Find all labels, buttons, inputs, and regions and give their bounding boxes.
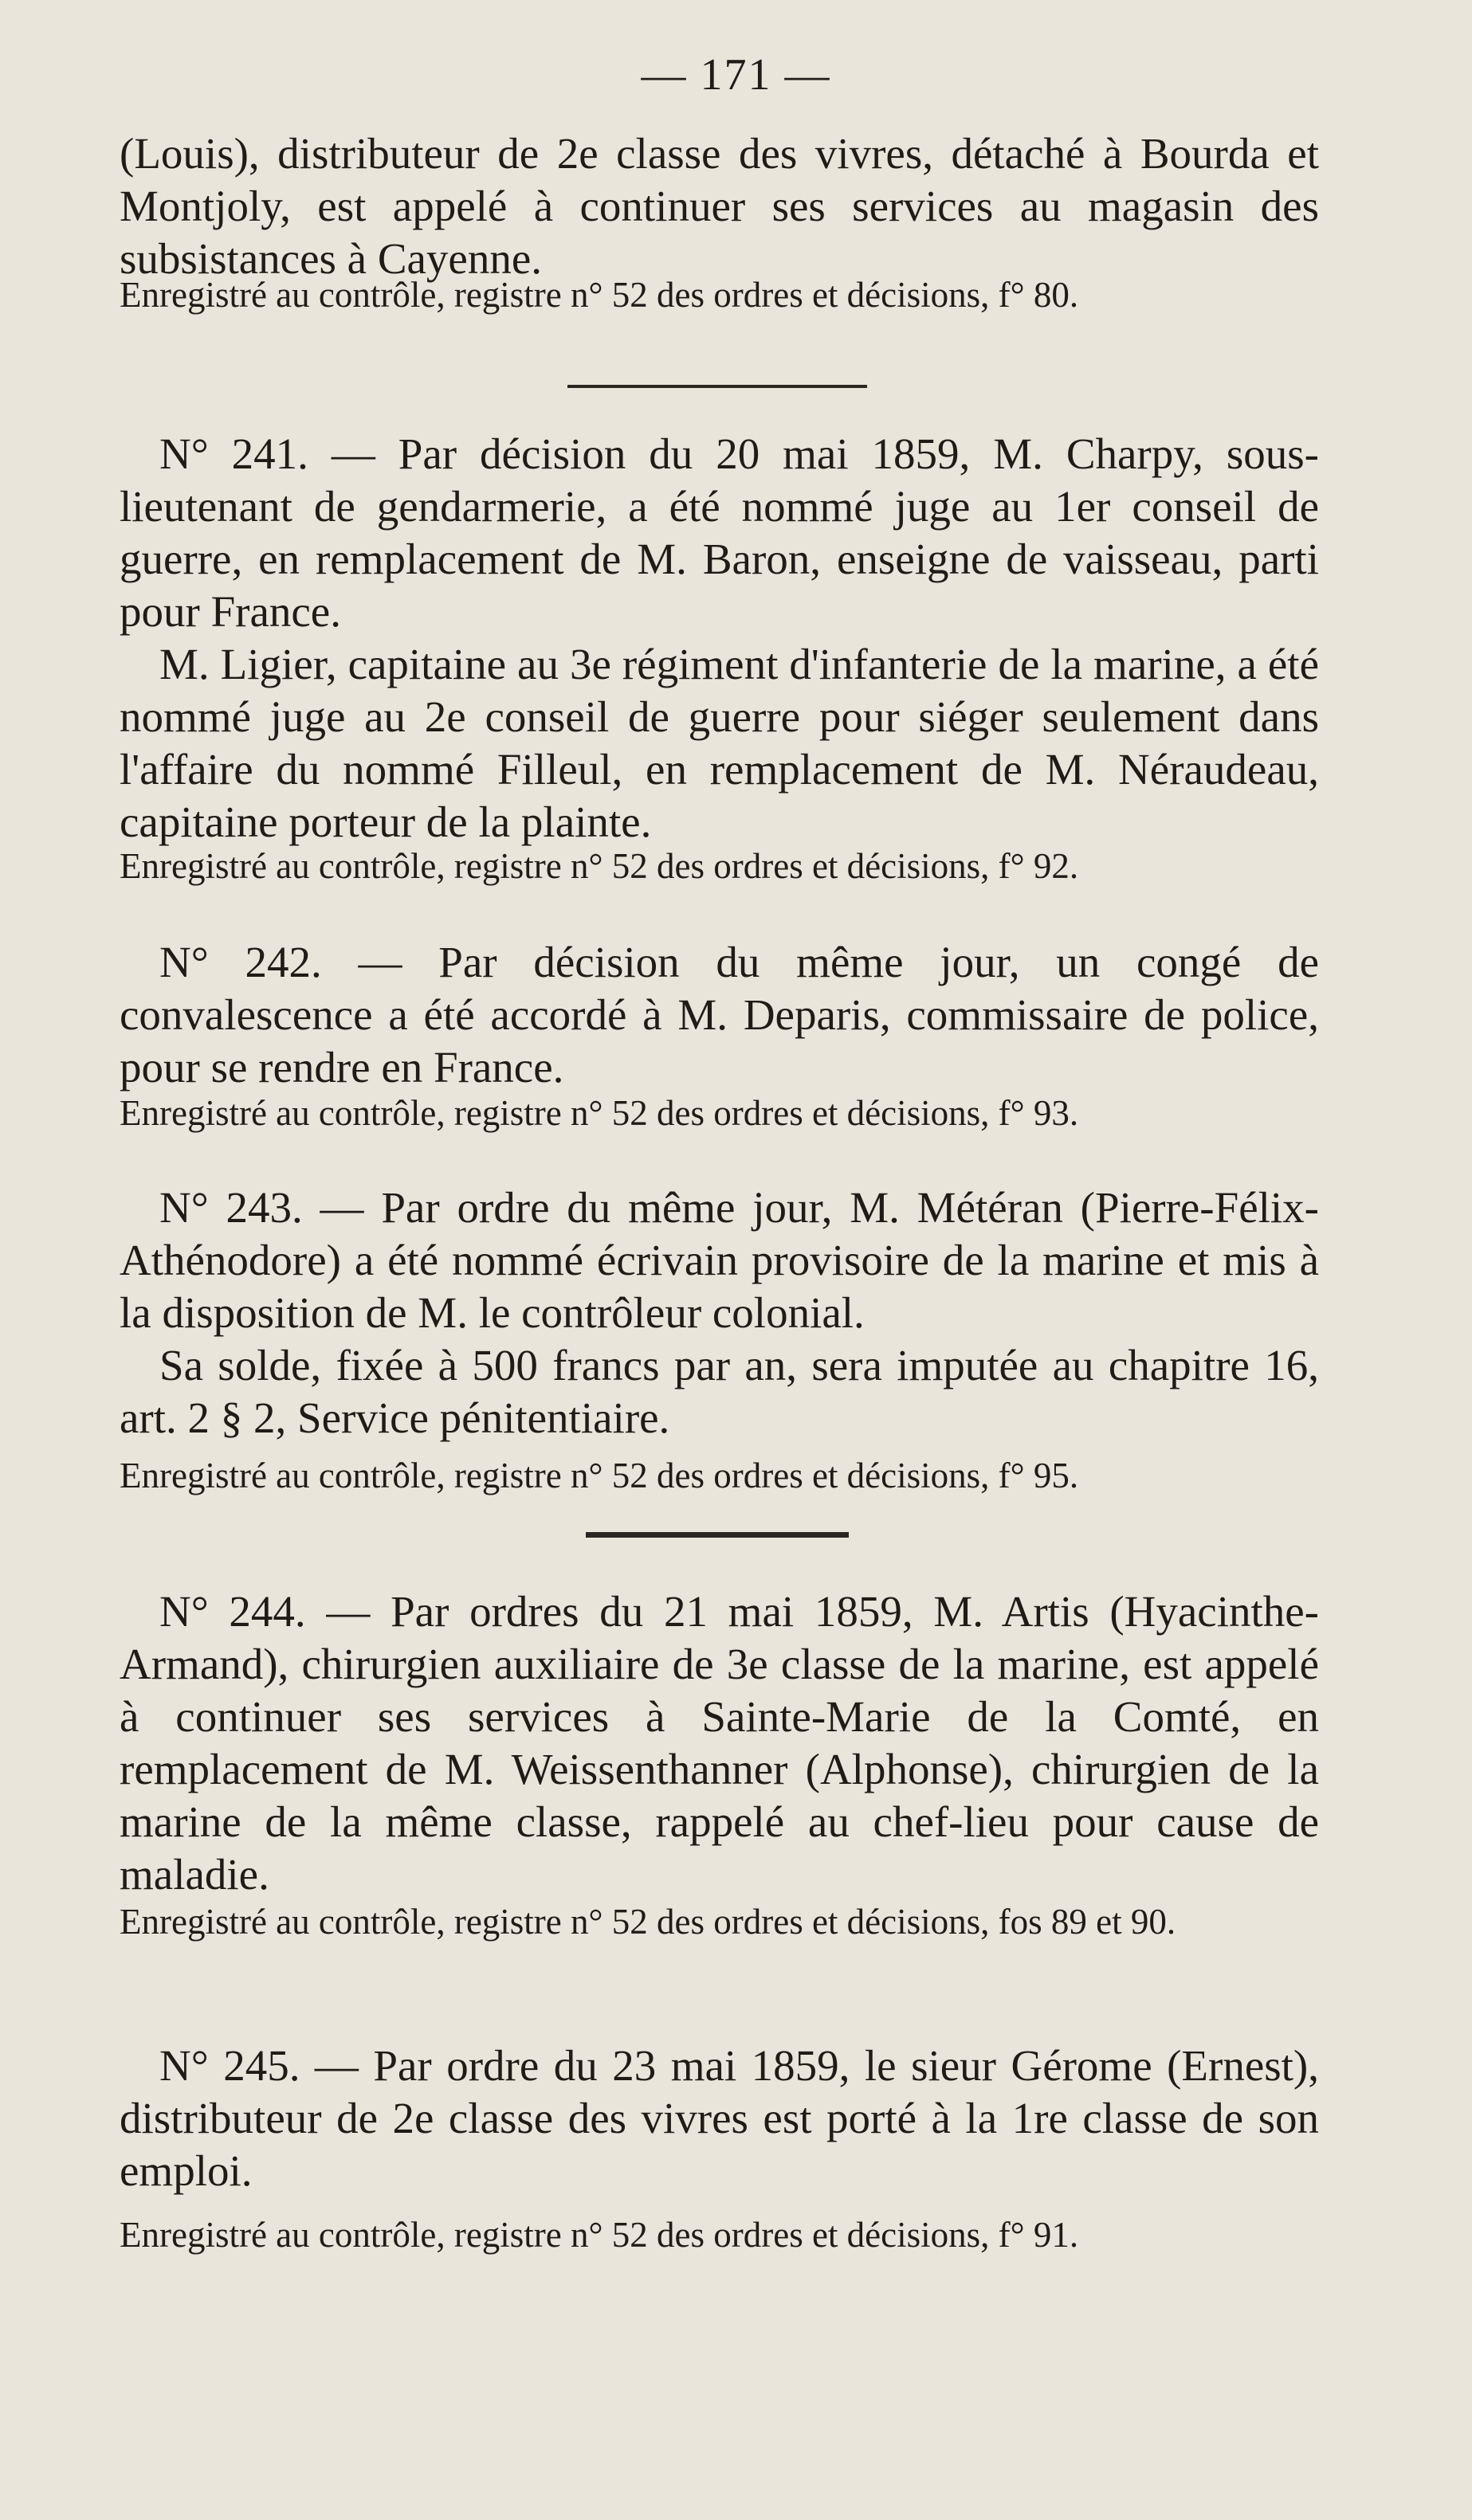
entry-242 bbox=[120, 936, 1319, 1094]
paragraph: N° 244. — Par ordres du 21 mai 1859, M. Artis (Hyacinthe-Armand), chirurgien auxiliaire de 3e classe de la marine, est appelé à continuer ses services à Sainte-Marie de la Comté, en remplacement de M. Weissenthanner (Alphonse), chirurgien de la marine de la même classe, rappelé au chef-lieu pour cause de maladie. bbox=[120, 1587, 1319, 1899]
entry-245 bbox=[120, 2040, 1319, 2197]
registration-note: Enregistré au contrôle, registre n° 52 des ordres et décisions, f° 91. bbox=[120, 2215, 1079, 2255]
registration-note: Enregistré au contrôle, registre n° 52 des ordres et décisions, f° 95. bbox=[120, 1456, 1079, 1495]
paragraph: N° 242. — Par décision du même jour, un congé de convalescence a été accordé à M. Deparis, commissaire de police, pour se rendre en France. bbox=[120, 938, 1319, 1091]
paragraph: Sa solde, fixée à 500 francs par an, sera imputée au chapitre 16, art. 2 § 2, Service pénitentiaire. bbox=[120, 1341, 1319, 1442]
section-divider bbox=[567, 385, 867, 388]
paragraph: N° 245. — Par ordre du 23 mai 1859, le sieur Gérome (Ernest), distributeur de 2e classe des vivres est porté à la 1re classe de son emploi. bbox=[120, 2041, 1319, 2195]
entry-244 bbox=[120, 1585, 1319, 1901]
registration-note: Enregistré au contrôle, registre n° 52 des ordres et décisions, f° 92. bbox=[120, 846, 1079, 886]
entry-243 bbox=[120, 1182, 1319, 1444]
page-number: — 171 — bbox=[641, 50, 831, 100]
paragraph: (Louis), distributeur de 2e classe des vivres, détaché à Bourda et Montjoly, est appelé à continuer ses services au magasin des subsistances à Cayenne. bbox=[120, 129, 1319, 283]
registration-note: Enregistré au contrôle, registre n° 52 des ordres et décisions, f° 93. bbox=[120, 1093, 1079, 1133]
paragraph: N° 241. — Par décision du 20 mai 1859, M. Charpy, sous-lieutenant de gendarmerie, a été nommé juge au 1er conseil de guerre, en remplacement de M. Baron, enseigne de vaisseau, parti pour France. bbox=[120, 429, 1319, 636]
entry-continuation bbox=[120, 127, 1319, 285]
paragraph: N° 243. — Par ordre du même jour, M. Météran (Pierre-Félix-Athénodore) a été nommé écrivain provisoire de la marine et mis à la disposition de M. le contrôleur colonial. bbox=[120, 1183, 1319, 1337]
entry-241 bbox=[120, 428, 1319, 848]
registration-note: Enregistré au contrôle, registre n° 52 des ordres et décisions, fos 89 et 90. bbox=[120, 1902, 1176, 1942]
section-divider bbox=[586, 1532, 849, 1538]
registration-note: Enregistré au contrôle, registre n° 52 des ordres et décisions, f° 80. bbox=[120, 275, 1079, 315]
paragraph: M. Ligier, capitaine au 3e régiment d'infanterie de la marine, a été nommé juge au 2e conseil de guerre pour siéger seulement dans l'affaire du nommé Filleul, en remplacement de M. Néraudeau, capitaine porteur de la plainte. bbox=[120, 640, 1319, 846]
